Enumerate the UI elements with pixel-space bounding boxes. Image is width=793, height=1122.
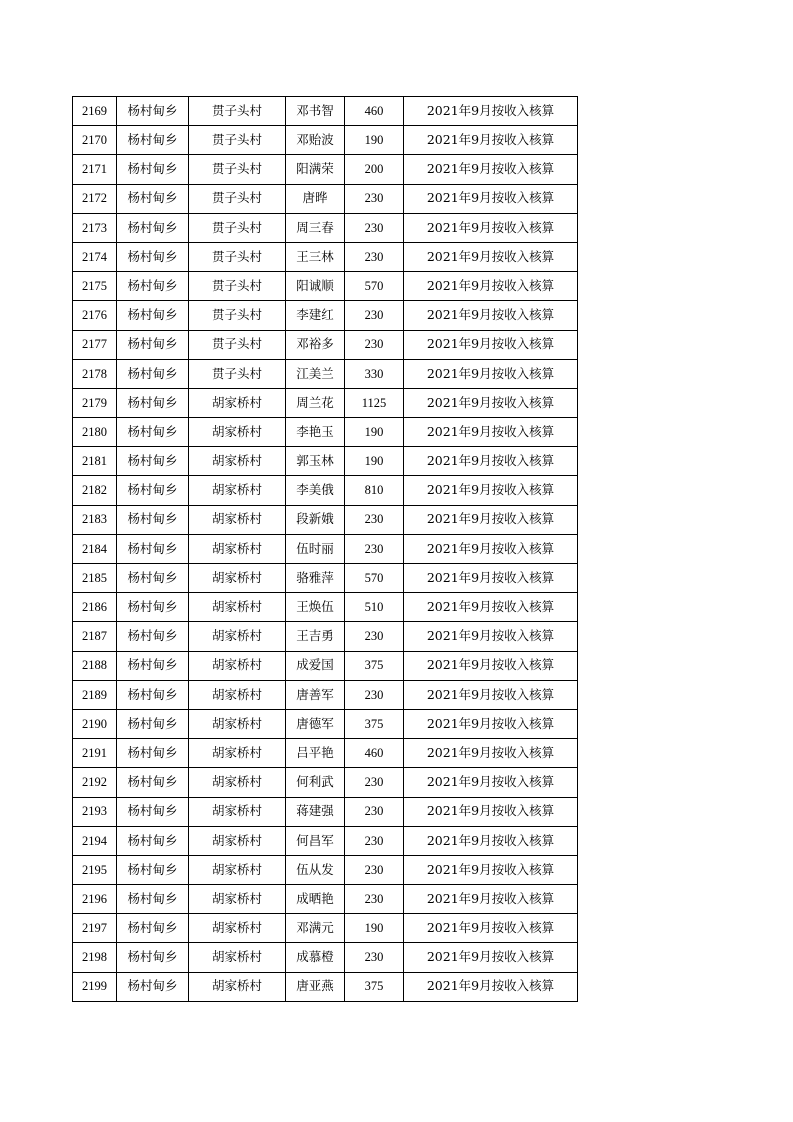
cell-note: 2021年9月按收入核算 [404, 593, 578, 622]
cell-person-name: 阳满荣 [286, 155, 345, 184]
cell-township: 杨村甸乡 [117, 972, 189, 1001]
cell-township: 杨村甸乡 [117, 418, 189, 447]
table-row [73, 826, 578, 855]
cell-person-name: 唐晔 [286, 184, 345, 213]
cell-amount: 330 [345, 359, 404, 388]
cell-township: 杨村甸乡 [117, 184, 189, 213]
cell-township: 杨村甸乡 [117, 301, 189, 330]
cell-amount: 1125 [345, 388, 404, 417]
cell-serial-number: 2198 [73, 943, 117, 972]
cell-village: 胡家桥村 [189, 651, 286, 680]
cell-amount: 230 [345, 885, 404, 914]
cell-amount: 230 [345, 622, 404, 651]
cell-person-name: 王三林 [286, 242, 345, 271]
cell-serial-number: 2186 [73, 593, 117, 622]
table-row [73, 126, 578, 155]
cell-person-name: 邓满元 [286, 914, 345, 943]
table-row [73, 680, 578, 709]
cell-township: 杨村甸乡 [117, 855, 189, 884]
table-row [73, 651, 578, 680]
cell-serial-number: 2172 [73, 184, 117, 213]
cell-person-name: 吕平艳 [286, 739, 345, 768]
cell-village: 胡家桥村 [189, 418, 286, 447]
cell-township: 杨村甸乡 [117, 651, 189, 680]
cell-serial-number: 2181 [73, 447, 117, 476]
cell-township: 杨村甸乡 [117, 680, 189, 709]
cell-note: 2021年9月按收入核算 [404, 622, 578, 651]
table-row [73, 885, 578, 914]
cell-note: 2021年9月按收入核算 [404, 739, 578, 768]
cell-village: 胡家桥村 [189, 593, 286, 622]
cell-note: 2021年9月按收入核算 [404, 97, 578, 126]
cell-village: 贯子头村 [189, 359, 286, 388]
records-table [72, 96, 578, 1002]
table-row [73, 709, 578, 738]
cell-person-name: 邓书智 [286, 97, 345, 126]
cell-amount: 230 [345, 213, 404, 242]
cell-note: 2021年9月按收入核算 [404, 388, 578, 417]
cell-serial-number: 2199 [73, 972, 117, 1001]
cell-village: 胡家桥村 [189, 914, 286, 943]
cell-township: 杨村甸乡 [117, 943, 189, 972]
cell-person-name: 唐善军 [286, 680, 345, 709]
cell-amount: 190 [345, 126, 404, 155]
cell-serial-number: 2185 [73, 564, 117, 593]
table-row [73, 739, 578, 768]
cell-amount: 810 [345, 476, 404, 505]
cell-serial-number: 2175 [73, 272, 117, 301]
cell-person-name: 江美兰 [286, 359, 345, 388]
cell-village: 胡家桥村 [189, 680, 286, 709]
cell-serial-number: 2184 [73, 534, 117, 563]
cell-note: 2021年9月按收入核算 [404, 914, 578, 943]
cell-amount: 230 [345, 505, 404, 534]
cell-township: 杨村甸乡 [117, 505, 189, 534]
cell-serial-number: 2187 [73, 622, 117, 651]
cell-village: 胡家桥村 [189, 447, 286, 476]
cell-note: 2021年9月按收入核算 [404, 418, 578, 447]
cell-note: 2021年9月按收入核算 [404, 972, 578, 1001]
table-row [73, 155, 578, 184]
cell-note: 2021年9月按收入核算 [404, 680, 578, 709]
cell-village: 贯子头村 [189, 330, 286, 359]
cell-amount: 375 [345, 972, 404, 1001]
cell-serial-number: 2179 [73, 388, 117, 417]
cell-amount: 230 [345, 330, 404, 359]
cell-village: 胡家桥村 [189, 943, 286, 972]
cell-serial-number: 2195 [73, 855, 117, 884]
cell-township: 杨村甸乡 [117, 242, 189, 271]
cell-amount: 230 [345, 943, 404, 972]
cell-township: 杨村甸乡 [117, 885, 189, 914]
table-row [73, 622, 578, 651]
cell-person-name: 成慕橙 [286, 943, 345, 972]
cell-village: 胡家桥村 [189, 622, 286, 651]
cell-note: 2021年9月按收入核算 [404, 651, 578, 680]
cell-person-name: 蒋建强 [286, 797, 345, 826]
cell-serial-number: 2176 [73, 301, 117, 330]
cell-amount: 230 [345, 797, 404, 826]
table-row [73, 476, 578, 505]
cell-amount: 190 [345, 914, 404, 943]
cell-village: 胡家桥村 [189, 972, 286, 1001]
cell-village: 胡家桥村 [189, 388, 286, 417]
cell-serial-number: 2171 [73, 155, 117, 184]
cell-serial-number: 2197 [73, 914, 117, 943]
table-row [73, 593, 578, 622]
table-row [73, 943, 578, 972]
cell-village: 贯子头村 [189, 272, 286, 301]
table-row [73, 972, 578, 1001]
cell-village: 胡家桥村 [189, 855, 286, 884]
cell-amount: 230 [345, 680, 404, 709]
cell-person-name: 李艳玉 [286, 418, 345, 447]
cell-village: 胡家桥村 [189, 709, 286, 738]
cell-village: 贯子头村 [189, 97, 286, 126]
cell-township: 杨村甸乡 [117, 155, 189, 184]
cell-serial-number: 2190 [73, 709, 117, 738]
table-row [73, 855, 578, 884]
cell-serial-number: 2169 [73, 97, 117, 126]
cell-township: 杨村甸乡 [117, 126, 189, 155]
cell-serial-number: 2192 [73, 768, 117, 797]
table-row [73, 242, 578, 271]
cell-person-name: 周三春 [286, 213, 345, 242]
cell-township: 杨村甸乡 [117, 447, 189, 476]
cell-note: 2021年9月按收入核算 [404, 564, 578, 593]
cell-township: 杨村甸乡 [117, 213, 189, 242]
cell-serial-number: 2191 [73, 739, 117, 768]
cell-amount: 570 [345, 564, 404, 593]
cell-village: 贯子头村 [189, 126, 286, 155]
cell-note: 2021年9月按收入核算 [404, 855, 578, 884]
cell-township: 杨村甸乡 [117, 564, 189, 593]
table-row [73, 301, 578, 330]
cell-amount: 230 [345, 855, 404, 884]
cell-person-name: 李建红 [286, 301, 345, 330]
cell-amount: 230 [345, 301, 404, 330]
cell-village: 贯子头村 [189, 213, 286, 242]
cell-township: 杨村甸乡 [117, 272, 189, 301]
cell-village: 贯子头村 [189, 155, 286, 184]
table-row [73, 768, 578, 797]
cell-township: 杨村甸乡 [117, 914, 189, 943]
cell-serial-number: 2188 [73, 651, 117, 680]
cell-serial-number: 2177 [73, 330, 117, 359]
cell-township: 杨村甸乡 [117, 622, 189, 651]
cell-township: 杨村甸乡 [117, 534, 189, 563]
cell-note: 2021年9月按收入核算 [404, 826, 578, 855]
cell-amount: 230 [345, 184, 404, 213]
table-row [73, 564, 578, 593]
cell-person-name: 段新娥 [286, 505, 345, 534]
cell-amount: 460 [345, 97, 404, 126]
cell-serial-number: 2178 [73, 359, 117, 388]
cell-person-name: 何利武 [286, 768, 345, 797]
table-row [73, 359, 578, 388]
table-row [73, 534, 578, 563]
cell-township: 杨村甸乡 [117, 476, 189, 505]
cell-person-name: 成晒艳 [286, 885, 345, 914]
cell-serial-number: 2183 [73, 505, 117, 534]
table-row [73, 97, 578, 126]
cell-township: 杨村甸乡 [117, 97, 189, 126]
cell-note: 2021年9月按收入核算 [404, 213, 578, 242]
table-row [73, 447, 578, 476]
cell-village: 胡家桥村 [189, 768, 286, 797]
cell-amount: 230 [345, 242, 404, 271]
cell-township: 杨村甸乡 [117, 709, 189, 738]
cell-village: 胡家桥村 [189, 476, 286, 505]
cell-person-name: 李美俄 [286, 476, 345, 505]
cell-serial-number: 2189 [73, 680, 117, 709]
cell-amount: 230 [345, 534, 404, 563]
cell-person-name: 成爱国 [286, 651, 345, 680]
cell-note: 2021年9月按收入核算 [404, 885, 578, 914]
table-row [73, 418, 578, 447]
cell-person-name: 唐德军 [286, 709, 345, 738]
cell-township: 杨村甸乡 [117, 359, 189, 388]
cell-village: 胡家桥村 [189, 505, 286, 534]
table-row [73, 914, 578, 943]
cell-serial-number: 2196 [73, 885, 117, 914]
cell-village: 贯子头村 [189, 184, 286, 213]
cell-note: 2021年9月按收入核算 [404, 330, 578, 359]
table-row [73, 330, 578, 359]
cell-note: 2021年9月按收入核算 [404, 447, 578, 476]
cell-note: 2021年9月按收入核算 [404, 301, 578, 330]
cell-serial-number: 2174 [73, 242, 117, 271]
cell-township: 杨村甸乡 [117, 330, 189, 359]
cell-amount: 375 [345, 709, 404, 738]
cell-amount: 190 [345, 418, 404, 447]
cell-amount: 570 [345, 272, 404, 301]
table-row [73, 184, 578, 213]
cell-village: 胡家桥村 [189, 564, 286, 593]
cell-amount: 460 [345, 739, 404, 768]
cell-note: 2021年9月按收入核算 [404, 155, 578, 184]
cell-amount: 375 [345, 651, 404, 680]
cell-note: 2021年9月按收入核算 [404, 242, 578, 271]
cell-serial-number: 2180 [73, 418, 117, 447]
cell-serial-number: 2173 [73, 213, 117, 242]
cell-township: 杨村甸乡 [117, 768, 189, 797]
cell-village: 贯子头村 [189, 242, 286, 271]
cell-serial-number: 2193 [73, 797, 117, 826]
cell-village: 贯子头村 [189, 301, 286, 330]
cell-note: 2021年9月按收入核算 [404, 534, 578, 563]
table-row [73, 505, 578, 534]
cell-note: 2021年9月按收入核算 [404, 272, 578, 301]
table-body [73, 97, 578, 1002]
cell-village: 胡家桥村 [189, 739, 286, 768]
cell-note: 2021年9月按收入核算 [404, 184, 578, 213]
cell-note: 2021年9月按收入核算 [404, 797, 578, 826]
cell-person-name: 阳诚顺 [286, 272, 345, 301]
cell-amount: 190 [345, 447, 404, 476]
table-row [73, 272, 578, 301]
table-row [73, 213, 578, 242]
cell-serial-number: 2170 [73, 126, 117, 155]
cell-person-name: 王焕伍 [286, 593, 345, 622]
cell-person-name: 郭玉林 [286, 447, 345, 476]
cell-person-name: 王吉勇 [286, 622, 345, 651]
cell-note: 2021年9月按收入核算 [404, 505, 578, 534]
cell-village: 胡家桥村 [189, 797, 286, 826]
cell-person-name: 邓贻波 [286, 126, 345, 155]
cell-amount: 510 [345, 593, 404, 622]
cell-person-name: 伍时丽 [286, 534, 345, 563]
cell-township: 杨村甸乡 [117, 797, 189, 826]
cell-village: 胡家桥村 [189, 534, 286, 563]
table-row [73, 388, 578, 417]
cell-person-name: 周兰花 [286, 388, 345, 417]
cell-amount: 230 [345, 826, 404, 855]
table-row [73, 797, 578, 826]
cell-village: 胡家桥村 [189, 885, 286, 914]
cell-township: 杨村甸乡 [117, 826, 189, 855]
cell-note: 2021年9月按收入核算 [404, 768, 578, 797]
cell-person-name: 唐亚燕 [286, 972, 345, 1001]
cell-serial-number: 2182 [73, 476, 117, 505]
cell-note: 2021年9月按收入核算 [404, 476, 578, 505]
cell-township: 杨村甸乡 [117, 388, 189, 417]
cell-village: 胡家桥村 [189, 826, 286, 855]
cell-note: 2021年9月按收入核算 [404, 359, 578, 388]
cell-person-name: 邓裕多 [286, 330, 345, 359]
cell-note: 2021年9月按收入核算 [404, 943, 578, 972]
cell-township: 杨村甸乡 [117, 593, 189, 622]
cell-serial-number: 2194 [73, 826, 117, 855]
cell-note: 2021年9月按收入核算 [404, 126, 578, 155]
cell-amount: 200 [345, 155, 404, 184]
cell-person-name: 伍从发 [286, 855, 345, 884]
cell-person-name: 何昌军 [286, 826, 345, 855]
cell-amount: 230 [345, 768, 404, 797]
cell-note: 2021年9月按收入核算 [404, 709, 578, 738]
cell-person-name: 骆雅萍 [286, 564, 345, 593]
cell-township: 杨村甸乡 [117, 739, 189, 768]
